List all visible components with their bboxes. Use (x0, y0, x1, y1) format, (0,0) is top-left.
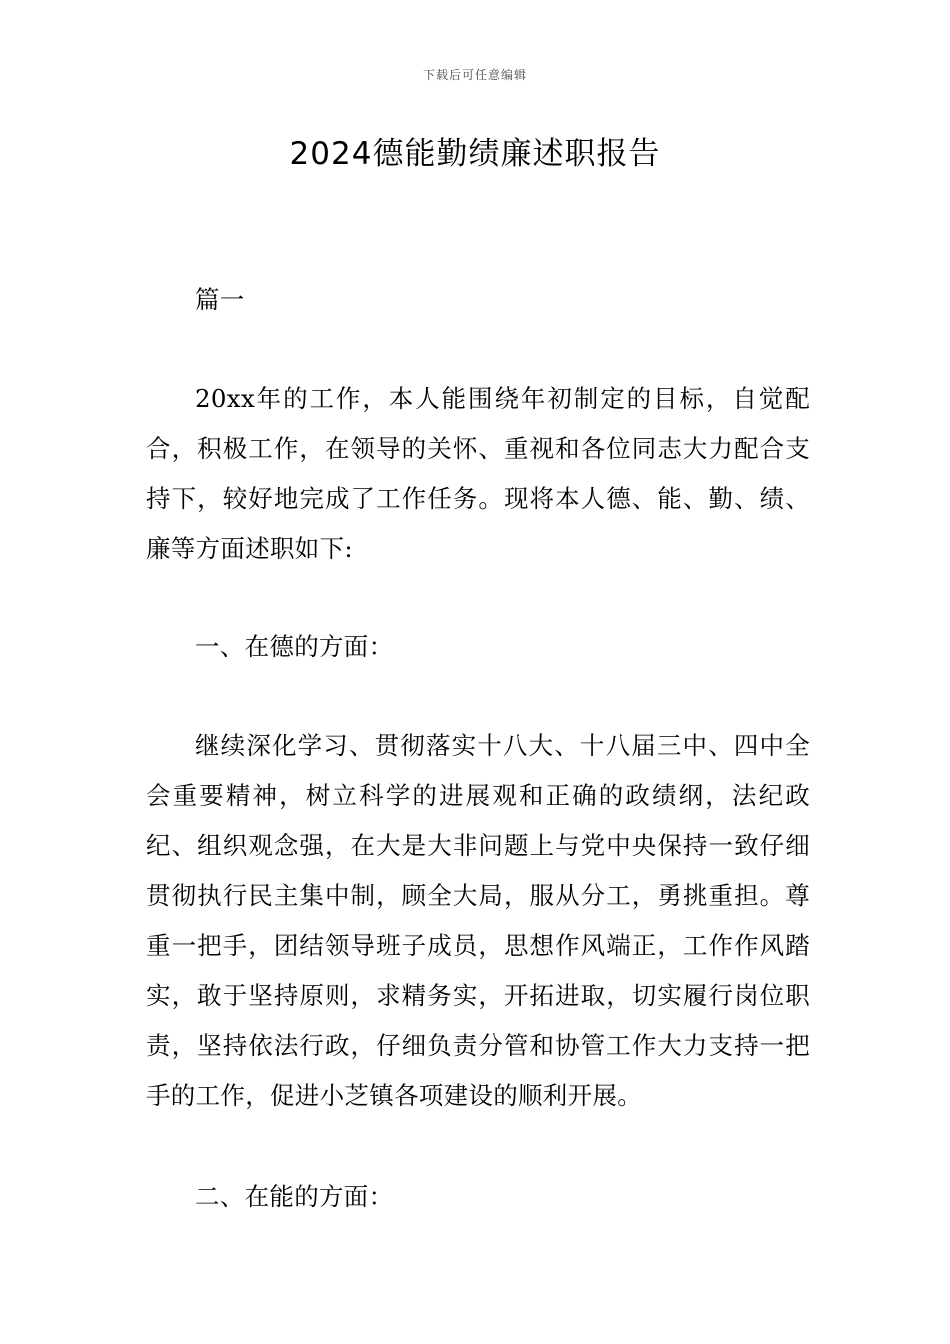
section-heading-moral: 一、在德的方面： (195, 632, 394, 661)
header-note: 下载后可任意编辑 (422, 68, 527, 82)
part-label-block (146, 275, 810, 325)
heading-1-block (146, 622, 810, 672)
intro-paragraph: 20xx年的工作，本人能围绕年初制定的目标，自觉配合，积极工作，在领导的关怀、重视和各位同志大力配合支持下，较好地完成了工作任务。现将本人德、能、勤、绩、廉等方面述职如下: (146, 384, 810, 563)
section-heading-ability: 二、在能的方面： (195, 1182, 394, 1211)
para-1-block (146, 721, 810, 1121)
moral-paragraph: 继续深化学习、贯彻落实十八大、十八届三中、四中全会重要精神，树立科学的进展观和正确的政绩纲，法纪政纪、组织观念强，在大是大非问题上与党中央保持一致仔细贯彻执行民主集中制，顾全大局，服从分工，勇挑重担。尊重一把手，团结领导班子成员，思想作风端正，工作作风踏实，敢于坚持原则，求精务实，开拓进取，切实履行岗位职责，坚持依法行政，仔细负责分管和协管工作大力支持一把手的工作，促进小芝镇各项建设的顺利开展。 (146, 731, 810, 1110)
document-title: 2024德能勤绩廉述职报告 (289, 136, 661, 172)
part-label: 篇一 (195, 285, 245, 314)
heading-2-block (146, 1172, 810, 1222)
intro-block (146, 374, 810, 574)
